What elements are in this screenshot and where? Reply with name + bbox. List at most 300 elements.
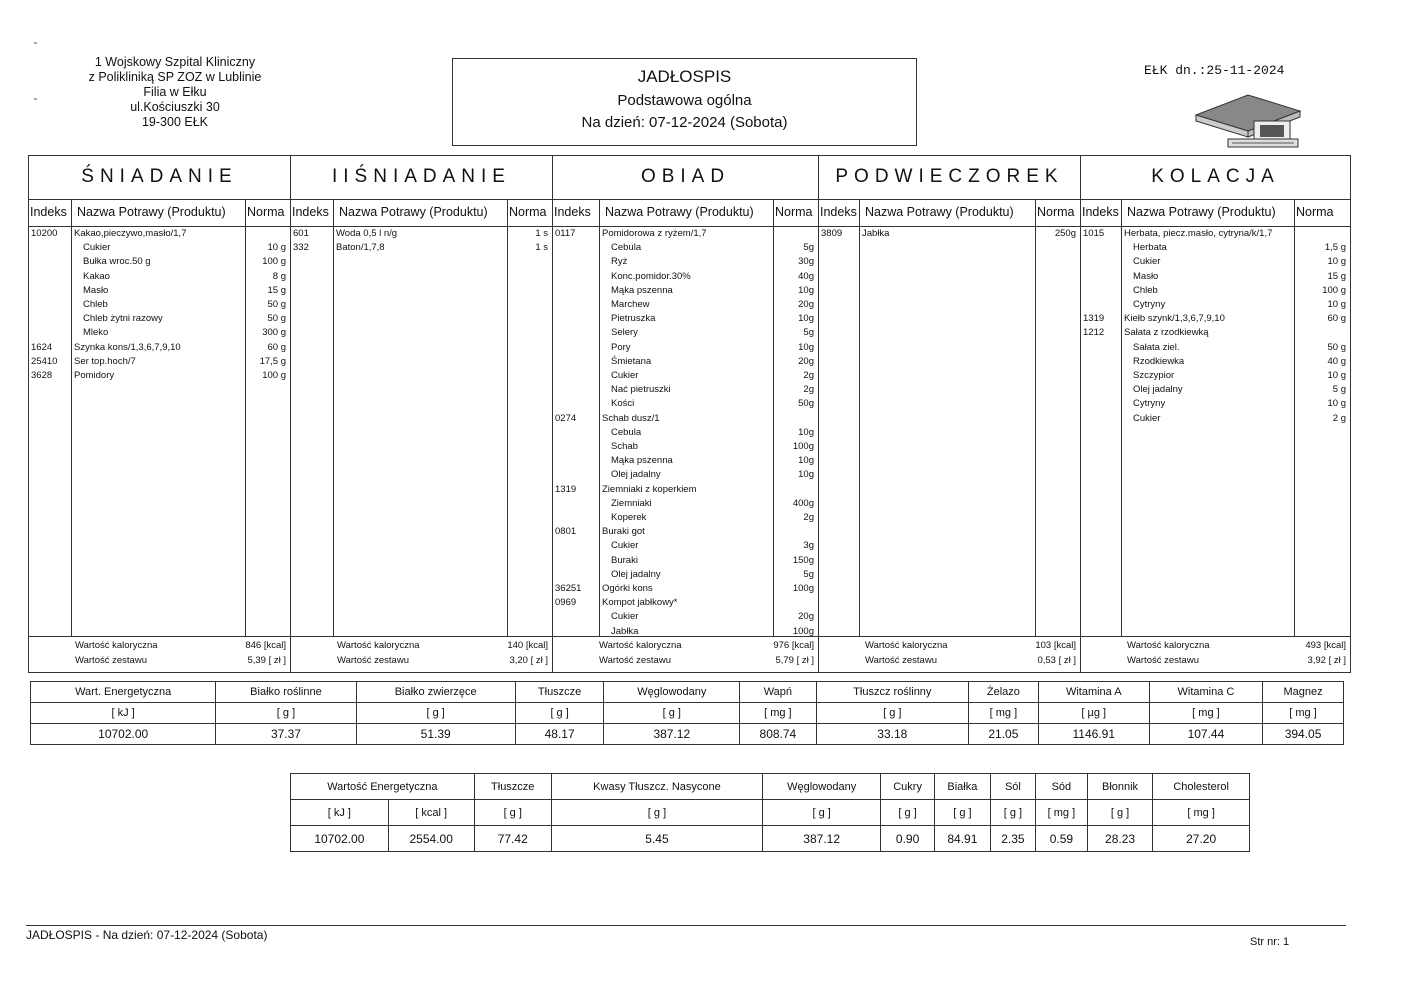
nutrient-value: 48.17 xyxy=(515,724,604,745)
hospital-line: z Polikliniką SP ZOZ w Lublinie xyxy=(88,70,262,84)
menu-row xyxy=(1081,327,1350,340)
row-norm: 8 g xyxy=(272,270,286,282)
row-name: Woda 0,5 l n/g xyxy=(336,228,398,239)
nutrient-header: Węglowodany xyxy=(763,774,881,800)
nutrient-value: 84.91 xyxy=(934,826,990,852)
row-norm: 250g xyxy=(1054,228,1076,239)
name-header: Nazwa Potrawy (Produktu) xyxy=(605,205,754,219)
row-name: Mąka pszenna xyxy=(611,455,673,467)
cost-label: Wartość zestawu xyxy=(75,655,147,666)
menu-row xyxy=(1081,384,1350,397)
row-norm: 2 g xyxy=(1332,412,1346,424)
nutrient-unit: [ g ] xyxy=(934,800,990,826)
nutrient-value: 5.45 xyxy=(551,826,762,852)
menu-row xyxy=(29,327,290,340)
row-name: Kości xyxy=(611,398,635,410)
nutrient-value: 0.59 xyxy=(1035,826,1087,852)
nutrient-value: 33.18 xyxy=(816,724,969,745)
nutrient-value: 27.20 xyxy=(1153,826,1250,852)
row-name: Mąka pszenna xyxy=(611,284,673,296)
menu-row xyxy=(553,285,818,298)
row-norm: 400g xyxy=(792,497,814,509)
row-name: Cytryny xyxy=(1133,299,1166,310)
norm-header: Norma xyxy=(775,205,813,219)
menu-row xyxy=(553,313,818,326)
menu-row xyxy=(29,256,290,269)
row-name: Ryż xyxy=(611,256,628,268)
nutrient-unit: [ g ] xyxy=(474,800,551,826)
row-name: Szczypior xyxy=(1133,370,1175,381)
row-name: Jabłka xyxy=(611,625,639,637)
meal-summary xyxy=(29,636,290,666)
menu-row xyxy=(553,469,818,482)
nutrient-unit: [ µg ] xyxy=(1038,703,1149,724)
menu-row xyxy=(1081,285,1350,298)
nutrient-value: 51.39 xyxy=(356,724,515,745)
row-norm: 60 g xyxy=(267,341,286,353)
nutrient-value: 2.35 xyxy=(990,826,1035,852)
row-name: Pomidory xyxy=(74,370,115,381)
nutrient-header: Białko zwierzęce xyxy=(356,682,515,703)
row-name: Ogórki kons xyxy=(602,583,653,594)
menu-date: Na dzień: 07-12-2024 (Sobota) xyxy=(581,114,788,131)
row-name: Buraki got xyxy=(602,526,645,538)
menu-row xyxy=(1081,271,1350,284)
row-index: 25410 xyxy=(31,355,58,367)
nutrient-unit: [ kJ ] xyxy=(31,703,216,724)
menu-row xyxy=(1081,398,1350,411)
row-name: Schab dusz/1 xyxy=(602,412,660,424)
row-index: 3628 xyxy=(31,370,53,381)
nutrient-value: 387.12 xyxy=(763,826,881,852)
row-norm: 150g xyxy=(792,554,814,566)
nutrient-unit: [ mg ] xyxy=(1035,800,1087,826)
row-name: Chleb xyxy=(1133,284,1158,296)
row-norm: 2g xyxy=(803,384,814,396)
footer-divider xyxy=(26,925,1346,926)
row-norm: 100 g xyxy=(262,256,286,268)
nutrition-table-2 xyxy=(290,773,1250,852)
menu-row xyxy=(553,299,818,312)
row-name: Pory xyxy=(611,341,631,353)
menu-row xyxy=(1081,356,1350,369)
nutrient-unit: [ g ] xyxy=(881,800,935,826)
row-index: 0117 xyxy=(555,228,576,239)
nutrient-header: Witamina A xyxy=(1038,682,1149,703)
cost-value: 5,39 [ zł ] xyxy=(247,655,286,666)
nutrient-header: Tłuszcze xyxy=(515,682,604,703)
row-norm: 10g xyxy=(798,455,814,467)
meal-column xyxy=(291,156,553,672)
nutrient-unit: [ mg ] xyxy=(740,703,816,724)
meal-title: KOLACJA xyxy=(1151,166,1280,187)
row-norm: 100g xyxy=(792,625,814,637)
nutrient-unit: [ g ] xyxy=(816,703,969,724)
menu-row xyxy=(29,370,290,383)
row-index: 0969 xyxy=(555,597,577,609)
row-name: Pietruszka xyxy=(611,313,656,325)
nutrition-table-1 xyxy=(30,681,1344,745)
nutrient-value: 387.12 xyxy=(604,724,740,745)
row-norm: 5 g xyxy=(1332,384,1346,396)
row-index: 601 xyxy=(293,228,309,239)
row-index: 1319 xyxy=(555,483,577,495)
nutrient-unit: [ mg ] xyxy=(969,703,1039,724)
nutrient-value: 21.05 xyxy=(969,724,1039,745)
menu-row xyxy=(291,228,552,241)
nutrient-value: 107.44 xyxy=(1149,724,1262,745)
document-title: JADŁOSPIS xyxy=(637,67,732,86)
menu-row xyxy=(1081,228,1350,241)
row-name: Ser top.hoch/7 xyxy=(74,355,136,367)
row-name: Masło xyxy=(1133,270,1159,282)
row-norm: 10g xyxy=(798,426,814,438)
row-index: 0274 xyxy=(555,412,577,424)
row-norm: 1,5 g xyxy=(1324,242,1346,254)
menu-row xyxy=(1081,370,1350,383)
index-header: Indeks xyxy=(1082,205,1119,219)
nutrient-unit: [ g ] xyxy=(551,800,762,826)
row-norm: 100g xyxy=(792,441,814,452)
footer-title: JADŁOSPIS - Na dzień: 07-12-2024 (Sobota) xyxy=(26,928,268,942)
row-name: Cebula xyxy=(611,242,642,254)
hospital-address xyxy=(40,55,310,130)
menu-row xyxy=(553,498,818,511)
row-norm: 20g xyxy=(798,611,814,623)
nutrient-header: Kwasy Tłuszcz. Nasycone xyxy=(551,774,762,800)
menu-row xyxy=(1081,242,1350,255)
row-norm: 2g xyxy=(803,512,814,523)
nutrient-value: 2554.00 xyxy=(388,826,474,852)
nutrient-header: Białko roślinne xyxy=(216,682,356,703)
nutrient-header: Witamina C xyxy=(1149,682,1262,703)
row-name: Kakao xyxy=(83,270,110,282)
row-name: Herbata, piecz.masło, cytryna/k/1,7 xyxy=(1124,228,1273,239)
menu-row xyxy=(553,512,818,525)
menu-row xyxy=(553,569,818,582)
meal-title: OBIAD xyxy=(640,166,731,187)
nutrient-unit: [ kJ ] xyxy=(291,800,389,826)
column-divider xyxy=(1035,199,1036,636)
row-name: Cebula xyxy=(611,426,642,438)
row-norm: 15 g xyxy=(1327,270,1346,282)
row-norm: 10g xyxy=(798,284,814,296)
nutrient-unit: [ g ] xyxy=(216,703,356,724)
row-name: Sałata z rzodkiewką xyxy=(1124,327,1209,339)
menu-row xyxy=(553,271,818,284)
cost-value: 3,92 [ zł ] xyxy=(1307,655,1346,666)
row-name: Ziemniaki xyxy=(611,497,652,509)
row-index: 36251 xyxy=(555,583,582,594)
row-name: Kiełb szynk/1,3,6,7,9,10 xyxy=(1124,313,1225,325)
nutrient-value: 10702.00 xyxy=(31,724,216,745)
cost-label: Wartość zestawu xyxy=(1127,655,1199,666)
nutrient-value: 808.74 xyxy=(740,724,816,745)
nutrient-unit: [ g ] xyxy=(356,703,515,724)
index-header: Indeks xyxy=(554,205,591,219)
nutrient-header: Sód xyxy=(1035,774,1087,800)
menu-row xyxy=(1081,342,1350,355)
row-norm: 20g xyxy=(798,299,814,310)
norm-header: Norma xyxy=(1037,205,1075,219)
menu-row xyxy=(553,484,818,497)
row-norm: 100g xyxy=(792,583,814,594)
row-norm: 17,5 g xyxy=(259,355,286,367)
menu-row xyxy=(29,299,290,312)
row-name: Olej jadalny xyxy=(611,568,661,580)
row-norm: 3g xyxy=(803,540,814,552)
nutrient-header: Cukry xyxy=(881,774,935,800)
column-header-row xyxy=(29,199,290,227)
column-header-row xyxy=(291,199,552,227)
menu-row xyxy=(1081,299,1350,312)
row-name: Kakao,pieczywo,masło/1,7 xyxy=(74,228,187,239)
nutrient-unit: [ g ] xyxy=(990,800,1035,826)
row-index: 3809 xyxy=(821,228,843,239)
nutrient-header: Węglowodany xyxy=(604,682,740,703)
row-name: Sałata ziel. xyxy=(1133,341,1180,353)
row-norm: 10 g xyxy=(1327,398,1346,410)
row-name: Cytryny xyxy=(1133,398,1166,410)
row-name: Szynka kons/1,3,6,7,9,10 xyxy=(74,341,181,353)
calorie-value: 493 [kcal] xyxy=(1305,640,1346,651)
meal-column xyxy=(1081,156,1350,672)
row-norm: 50 g xyxy=(267,313,286,325)
hospital-line: 1 Wojskowy Szpital Kliniczny xyxy=(94,55,256,69)
column-header-row xyxy=(553,199,818,227)
row-name: Chleb xyxy=(83,299,108,310)
nutrient-value: 0.90 xyxy=(881,826,935,852)
nutrient-unit: [ mg ] xyxy=(1153,800,1250,826)
row-norm: 10 g xyxy=(267,242,286,254)
nutrient-header: Tłuszcz roślinny xyxy=(816,682,969,703)
row-name: Cukier xyxy=(611,370,639,381)
row-name: Mleko xyxy=(83,327,109,339)
name-header: Nazwa Potrawy (Produktu) xyxy=(1127,205,1276,219)
row-norm: 10g xyxy=(798,341,814,353)
calorie-label: Wartość kaloryczna xyxy=(1127,640,1210,651)
name-header: Nazwa Potrawy (Produktu) xyxy=(865,205,1014,219)
meal-column xyxy=(553,156,819,672)
menu-row xyxy=(1081,313,1350,326)
row-norm: 50g xyxy=(798,398,814,410)
row-index: 1319 xyxy=(1083,313,1105,325)
title-box xyxy=(452,58,917,146)
row-name: Cukier xyxy=(1133,256,1161,268)
row-norm: 50 g xyxy=(1327,341,1346,353)
row-name: Cukier xyxy=(83,242,111,254)
row-norm: 5g xyxy=(803,568,814,580)
row-index: 0801 xyxy=(555,526,577,538)
row-name: Baton/1,7,8 xyxy=(336,242,385,254)
row-name: Buraki xyxy=(611,554,638,566)
calorie-label: Wartość kaloryczna xyxy=(599,640,682,651)
nutrient-unit: [ g ] xyxy=(1087,800,1152,826)
cost-label: Wartość zestawu xyxy=(337,655,409,666)
menu-row xyxy=(553,441,818,454)
menu-row xyxy=(553,526,818,539)
menu-row xyxy=(553,327,818,340)
menu-row xyxy=(553,583,818,596)
cost-label: Wartość zestawu xyxy=(599,655,671,666)
menu-row xyxy=(291,242,552,255)
nutrient-header: Białka xyxy=(934,774,990,800)
page-number: Str nr: 1 xyxy=(1250,936,1290,948)
calorie-value: 103 [kcal] xyxy=(1035,640,1076,651)
menu-row xyxy=(553,342,818,355)
index-header: Indeks xyxy=(292,205,329,219)
row-norm: 10 g xyxy=(1327,370,1346,381)
row-name: Chleb żytni razowy xyxy=(83,313,163,325)
row-name: Ziemniaki z koperkiem xyxy=(602,483,697,495)
meal-column xyxy=(29,156,291,672)
menu-row xyxy=(29,271,290,284)
nutrient-header: Błonnik xyxy=(1087,774,1152,800)
menu-row xyxy=(29,285,290,298)
menu-row xyxy=(553,597,818,610)
row-name: Cukier xyxy=(611,540,639,552)
menu-row xyxy=(553,611,818,624)
nutrient-value: 1146.91 xyxy=(1038,724,1149,745)
meal-summary xyxy=(553,636,818,666)
nutrient-value: 394.05 xyxy=(1263,724,1344,745)
row-norm: 10g xyxy=(798,313,814,325)
nutrient-header: Tłuszcze xyxy=(474,774,551,800)
row-index: 10200 xyxy=(31,228,58,239)
row-index: 1212 xyxy=(1083,327,1105,339)
row-norm: 30g xyxy=(798,256,814,268)
menu-row xyxy=(553,540,818,553)
calorie-value: 976 [kcal] xyxy=(773,640,814,651)
nutrient-header: Wapń xyxy=(740,682,816,703)
cost-value: 5,79 [ zł ] xyxy=(775,655,814,666)
row-norm: 10 g xyxy=(1327,299,1346,310)
hospital-line: 19-300 EŁK xyxy=(141,115,209,129)
row-name: Śmietana xyxy=(611,355,652,367)
norm-header: Norma xyxy=(509,205,547,219)
row-norm: 40g xyxy=(798,270,814,282)
row-name: Konc.pomidor.30% xyxy=(611,270,691,282)
menu-table xyxy=(28,155,1351,673)
nutrient-unit: [ g ] xyxy=(515,703,604,724)
row-name: Olej jadalny xyxy=(611,469,661,481)
column-divider xyxy=(859,199,860,636)
cost-value: 3,20 [ zł ] xyxy=(509,655,548,666)
meal-title: IIŚNIADANIE xyxy=(332,166,511,187)
row-name: Jabłka xyxy=(862,228,890,239)
row-norm: 60 g xyxy=(1327,313,1346,325)
row-name: Rzodkiewka xyxy=(1133,355,1185,367)
nutrient-value: 28.23 xyxy=(1087,826,1152,852)
row-name: Kompot jabłkowy* xyxy=(602,597,678,609)
computer-logo-icon xyxy=(1188,93,1304,153)
row-norm: 40 g xyxy=(1327,355,1346,367)
menu-row xyxy=(29,242,290,255)
row-norm: 1 s xyxy=(535,242,548,254)
nutrient-value: 10702.00 xyxy=(291,826,389,852)
nutrient-header: Żelazo xyxy=(969,682,1039,703)
nutrient-value: 77.42 xyxy=(474,826,551,852)
nutrient-unit: [ kcal ] xyxy=(388,800,474,826)
row-name: Herbata xyxy=(1133,242,1167,254)
row-norm: 50 g xyxy=(267,299,286,310)
calorie-label: Wartość kaloryczna xyxy=(865,640,948,651)
row-norm: 15 g xyxy=(267,284,286,296)
row-name: Masło xyxy=(83,284,109,296)
meal-title: PODWIECZOREK xyxy=(835,166,1064,187)
cost-label: Wartość zestawu xyxy=(865,655,937,666)
row-norm: 5g xyxy=(803,327,814,339)
row-norm: 10 g xyxy=(1327,256,1346,268)
row-norm: 5g xyxy=(803,242,814,254)
menu-row xyxy=(29,228,290,241)
nutrient-unit: [ g ] xyxy=(604,703,740,724)
calorie-label: Wartość kaloryczna xyxy=(75,640,158,651)
row-norm: 100 g xyxy=(262,370,286,381)
nutrient-header: Wart. Energetyczna xyxy=(31,682,216,703)
menu-row xyxy=(29,342,290,355)
nutrient-header: Magnez xyxy=(1263,682,1344,703)
row-index: 332 xyxy=(293,242,309,254)
meal-title: ŚNIADANIE xyxy=(81,166,238,187)
menu-row xyxy=(553,384,818,397)
nutrient-header: Sól xyxy=(990,774,1035,800)
cost-value: 0,53 [ zł ] xyxy=(1037,655,1076,666)
diet-name: Podstawowa ogólna xyxy=(617,92,752,109)
row-name: Marchew xyxy=(611,299,650,310)
printed-date: EŁK dn.:25-11-2024 xyxy=(1144,63,1285,78)
meal-summary xyxy=(1081,636,1350,666)
norm-header: Norma xyxy=(1296,205,1334,219)
menu-row xyxy=(553,242,818,255)
menu-row xyxy=(553,370,818,383)
hospital-line: Filia w Ełku xyxy=(143,85,207,99)
row-index: 1015 xyxy=(1083,228,1105,239)
menu-row xyxy=(553,455,818,468)
nutrient-unit: [ g ] xyxy=(763,800,881,826)
name-header: Nazwa Potrawy (Produktu) xyxy=(339,205,488,219)
calorie-label: Wartość kaloryczna xyxy=(337,640,420,651)
column-divider xyxy=(507,199,508,636)
row-norm: 20g xyxy=(798,355,814,367)
meal-column xyxy=(819,156,1081,672)
nutrient-value: 37.37 xyxy=(216,724,356,745)
index-header: Indeks xyxy=(820,205,857,219)
meal-summary xyxy=(819,636,1080,666)
nutrient-unit: [ mg ] xyxy=(1149,703,1262,724)
row-name: Koperek xyxy=(611,512,647,523)
menu-row xyxy=(553,413,818,426)
row-name: Bułka wroc.50 g xyxy=(83,256,151,268)
meal-summary xyxy=(291,636,552,666)
row-name: Cukier xyxy=(1133,412,1161,424)
row-norm: 1 s xyxy=(535,228,548,239)
column-divider xyxy=(333,199,334,636)
row-name: Schab xyxy=(611,441,638,452)
calorie-value: 846 [kcal] xyxy=(245,640,286,651)
nutrient-header: Cholesterol xyxy=(1153,774,1250,800)
row-norm: 100 g xyxy=(1322,284,1346,296)
row-name: Nać pietruszki xyxy=(611,384,671,396)
menu-row xyxy=(553,555,818,568)
menu-row xyxy=(553,256,818,269)
calorie-value: 140 [kcal] xyxy=(507,640,548,651)
row-norm: 300 g xyxy=(262,327,286,339)
row-index: 1624 xyxy=(31,341,53,353)
menu-row xyxy=(29,356,290,369)
menu-row xyxy=(553,398,818,411)
row-name: Olej jadalny xyxy=(1133,384,1183,396)
